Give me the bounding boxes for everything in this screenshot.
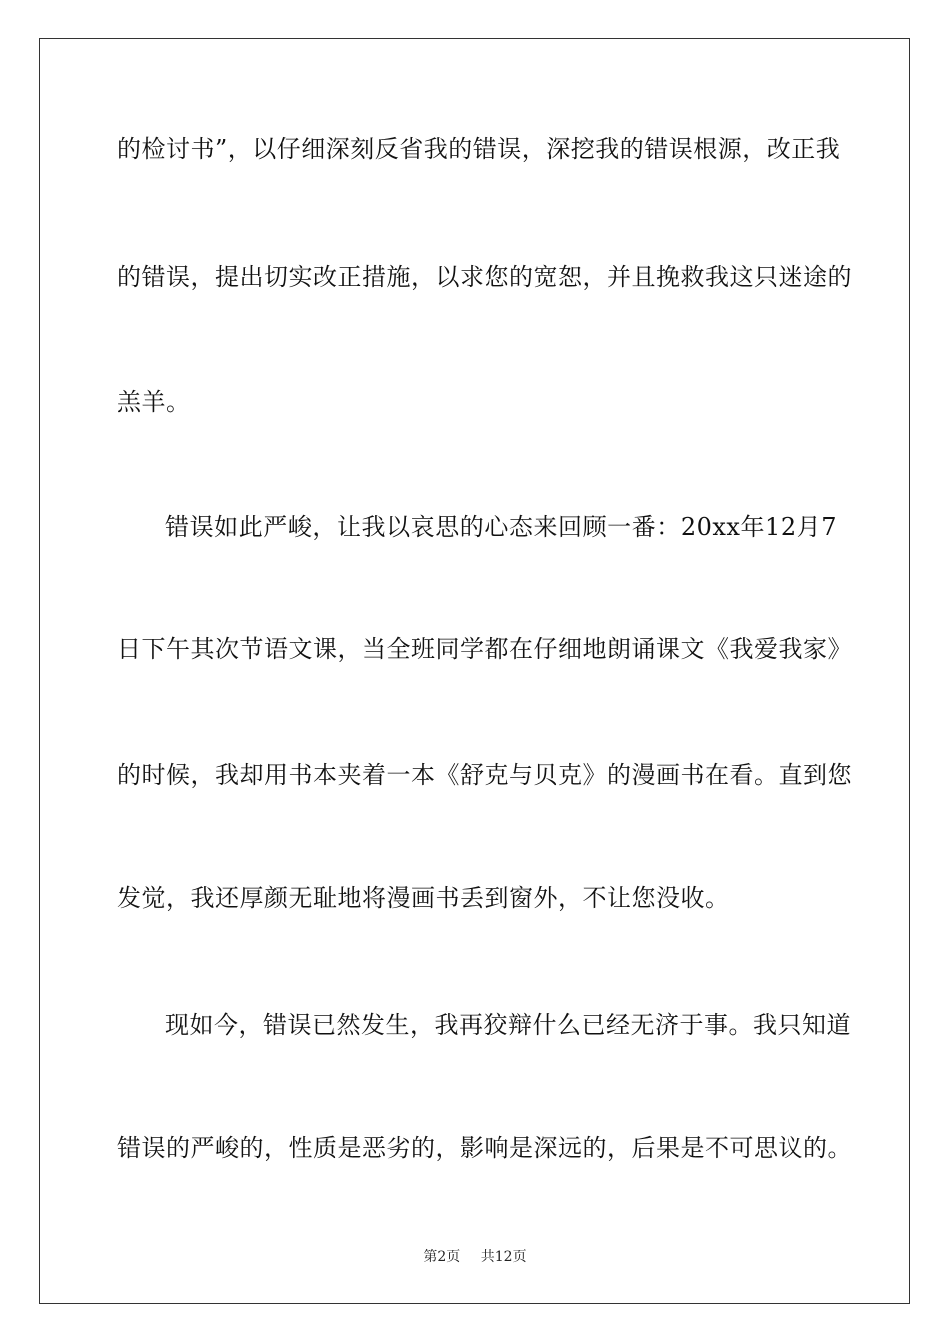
text-line-8: 现如今，错误已然发生，我再狡辩什么已经无济于事。我只知道 <box>165 1011 851 1039</box>
page-number: 第2页 <box>423 1249 461 1265</box>
page-total: 共12页 <box>480 1249 527 1265</box>
text-line-3: 羔羊。 <box>117 388 191 416</box>
text-line-5: 日下午其次节语文课，当全班同学都在仔细地朗诵课文《我爱我家》 <box>117 635 852 663</box>
text-line-9: 错误的严峻的，性质是恶劣的，影响是深远的，后果是不可思议的。 <box>117 1134 852 1162</box>
page-border <box>39 38 910 1304</box>
text-line-6: 的时候，我却用书本夹着一本《舒克与贝克》的漫画书在看。直到您 <box>117 761 852 789</box>
text-line-1: 的检讨书”，以仔细深刻反省我的错误，深挖我的错误根源，改正我 <box>117 135 841 163</box>
page-footer <box>0 1248 950 1266</box>
text-line-4: 错误如此严峻，让我以哀思的心态来回顾一番：20xx年12月7 <box>165 513 837 541</box>
text-line-7: 发觉，我还厚颜无耻地将漫画书丢到窗外，不让您没收。 <box>117 884 730 912</box>
text-line-2: 的错误，提出切实改正措施，以求您的宽恕，并且挽救我这只迷途的 <box>117 263 852 291</box>
